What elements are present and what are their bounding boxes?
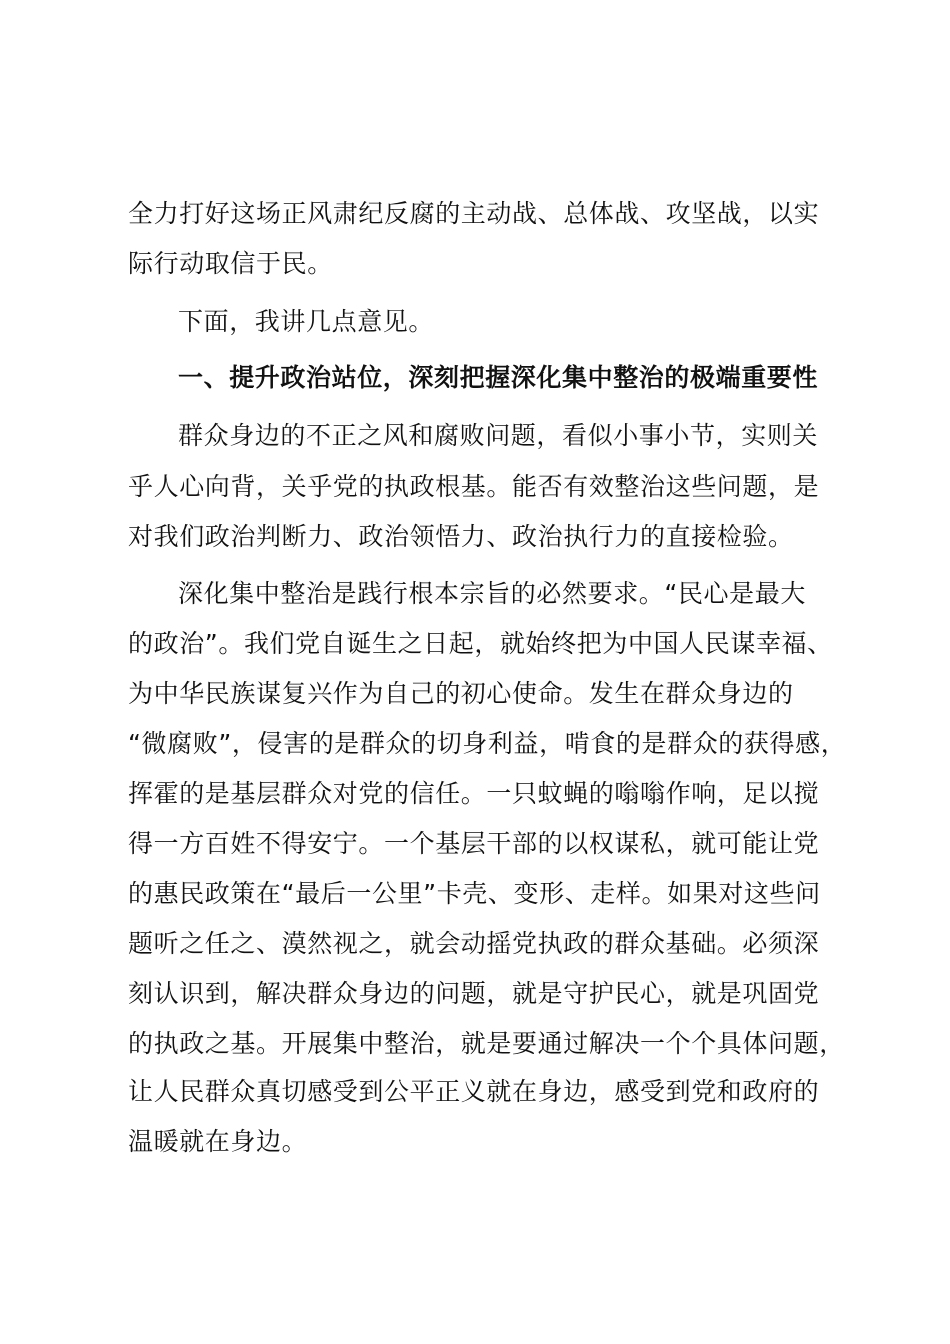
text-line: 深化集中整治是践行根本宗旨的必然要求。“民心是最大 <box>178 579 806 608</box>
text-line: 乎人心向背，关乎党的执政根基。能否有效整治这些问题，是 <box>128 472 820 501</box>
text-line: 下面，我讲几点意见。 <box>178 307 435 336</box>
text-line: 群众身边的不正之风和腐败问题，看似小事小节，实则关 <box>178 421 819 450</box>
text-line: 题听之任之、漠然视之，就会动摇党执政的群众基础。必须深 <box>128 929 820 958</box>
text-line: 为中华民族谋复兴作为自己的初心使命。发生在群众身边的 <box>128 679 794 708</box>
text-line: 的政治”。我们党自诞生之日起，就始终把为中国人民谋幸福、 <box>128 629 833 658</box>
text-line: 的惠民政策在“最后一公里”卡壳、变形、走样。如果对这些问 <box>128 879 821 908</box>
heading-text: 一、提升政治站位，深刻把握深化集中整治的极端重要性 <box>178 363 819 392</box>
text-line: 得一方百姓不得安宁。一个基层干部的以权谋私，就可能让党 <box>128 829 820 858</box>
text-line: 际行动取信于民。 <box>128 249 333 278</box>
text-line: 全力打好这场正风肃纪反腐的主动战、总体战、攻坚战，以实 <box>128 199 820 228</box>
text-line: 让人民群众真切感受到公平正义就在身边，感受到党和政府的 <box>128 1077 820 1106</box>
text-line: “微腐败”，侵害的是群众的切身利益，啃食的是群众的获得感， <box>128 729 847 758</box>
text-line: 对我们政治判断力、政治领悟力、政治执行力的直接检验。 <box>128 522 794 551</box>
text-line: 温暖就在身边。 <box>128 1127 308 1156</box>
text-line: 挥霍的是基层群众对党的信任。一只蚊蝇的嗡嗡作响，足以搅 <box>128 779 820 808</box>
text-line: 的执政之基。开展集中整治，就是要通过解决一个个具体问题， <box>128 1029 845 1058</box>
text-line: 刻认识到，解决群众身边的问题，就是守护民心，就是巩固党 <box>128 979 820 1008</box>
